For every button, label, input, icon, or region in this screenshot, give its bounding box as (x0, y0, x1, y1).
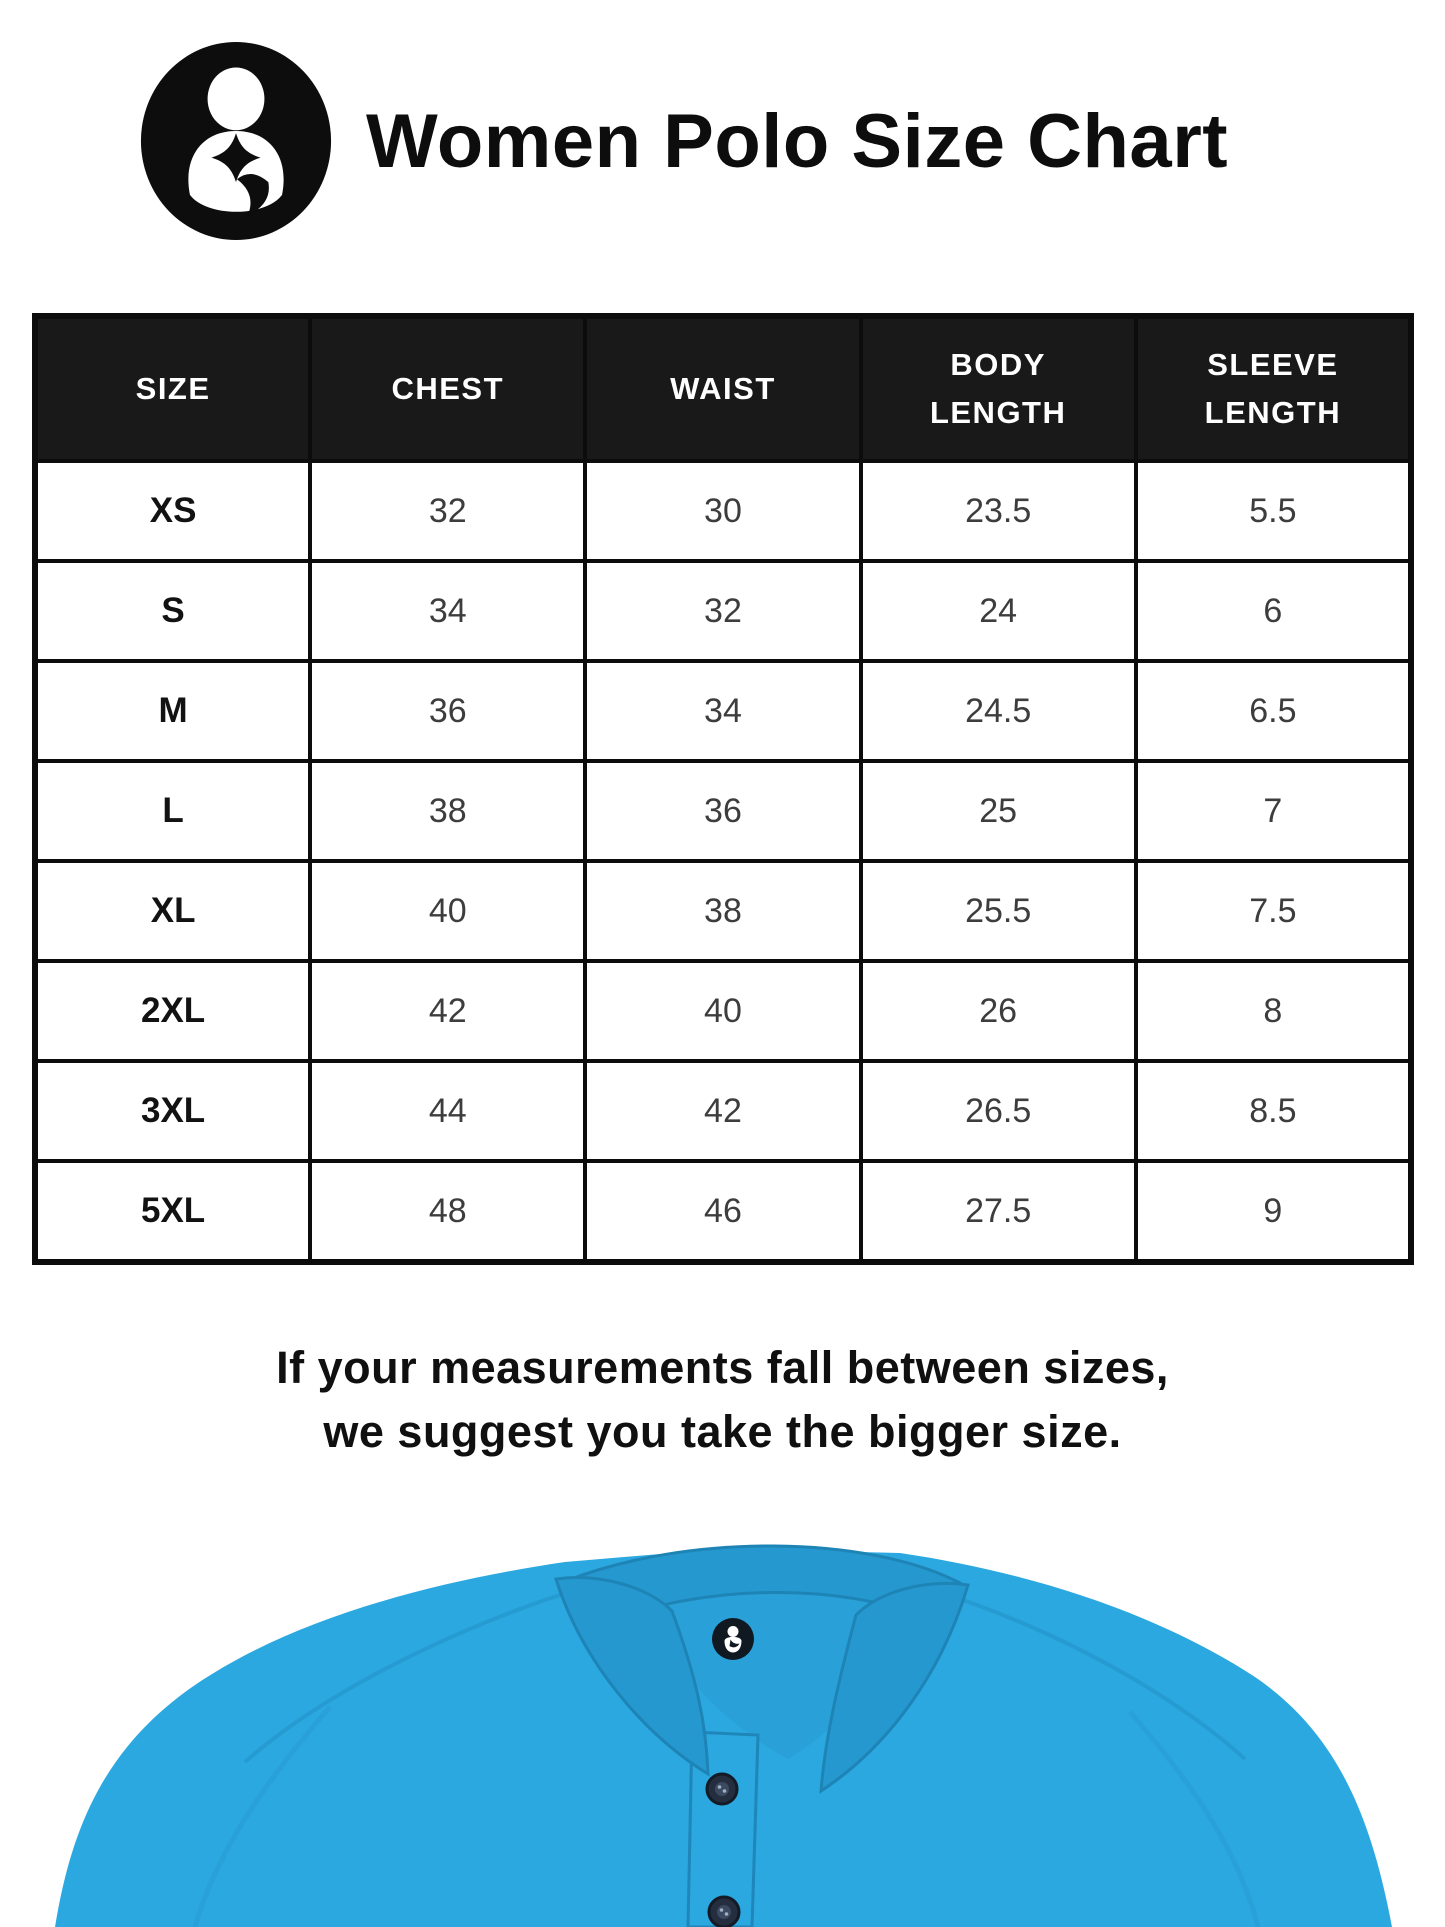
size-cell: 5XL (35, 1161, 310, 1262)
sleeve-length-cell: 9 (1136, 1161, 1411, 1262)
page-title: Women Polo Size Chart (366, 98, 1229, 184)
table-row (35, 761, 1411, 861)
table-row (35, 1061, 1411, 1161)
waist-cell: 32 (585, 561, 860, 661)
size-chart-table (32, 313, 1414, 1265)
sleeve-length-cell: 8.5 (1136, 1061, 1411, 1161)
brand-header (138, 40, 1228, 242)
table-row (35, 661, 1411, 761)
col-header-chest: CHEST (310, 316, 585, 461)
body-length-cell: 26 (861, 961, 1136, 1061)
neck-tag-logo-icon (712, 1618, 754, 1660)
body-length-cell: 23.5 (861, 461, 1136, 561)
sizing-note (0, 1336, 1445, 1464)
sizing-note-line-2: we suggest you take the bigger size. (323, 1406, 1122, 1457)
sizing-note-line-1: If your measurements fall between sizes, (276, 1342, 1169, 1393)
body-length-cell: 24 (861, 561, 1136, 661)
col-header-sleeve-length: SLEEVE LENGTH (1136, 316, 1411, 461)
body-length-cell: 26.5 (861, 1061, 1136, 1161)
table-header-row (35, 316, 1411, 461)
col-header-waist: WAIST (585, 316, 860, 461)
chest-cell: 34 (310, 561, 585, 661)
table-row (35, 461, 1411, 561)
waist-cell: 30 (585, 461, 860, 561)
sleeve-length-cell: 7.5 (1136, 861, 1411, 961)
size-cell: 3XL (35, 1061, 310, 1161)
size-cell: XS (35, 461, 310, 561)
body-length-cell: 25 (861, 761, 1136, 861)
chest-cell: 36 (310, 661, 585, 761)
size-cell: 2XL (35, 961, 310, 1061)
waist-cell: 40 (585, 961, 860, 1061)
sleeve-length-cell: 6 (1136, 561, 1411, 661)
polo-button (707, 1774, 737, 1804)
table-row (35, 561, 1411, 661)
brand-mother-baby-logo-icon (138, 40, 334, 242)
body-length-cell: 27.5 (861, 1161, 1136, 1262)
polo-shirt-image (0, 1527, 1445, 1927)
size-cell: XL (35, 861, 310, 961)
sleeve-length-cell: 6.5 (1136, 661, 1411, 761)
size-cell: M (35, 661, 310, 761)
table-header (35, 316, 1411, 461)
waist-cell: 46 (585, 1161, 860, 1262)
chest-cell: 38 (310, 761, 585, 861)
chest-cell: 32 (310, 461, 585, 561)
waist-cell: 38 (585, 861, 860, 961)
chest-cell: 48 (310, 1161, 585, 1262)
chest-cell: 44 (310, 1061, 585, 1161)
waist-cell: 42 (585, 1061, 860, 1161)
table-body (35, 461, 1411, 1262)
sleeve-length-cell: 5.5 (1136, 461, 1411, 561)
body-length-cell: 24.5 (861, 661, 1136, 761)
table-row (35, 961, 1411, 1061)
waist-cell: 34 (585, 661, 860, 761)
size-cell: S (35, 561, 310, 661)
size-cell: L (35, 761, 310, 861)
chest-cell: 42 (310, 961, 585, 1061)
table-row (35, 1161, 1411, 1262)
table-row (35, 861, 1411, 961)
sleeve-length-cell: 8 (1136, 961, 1411, 1061)
body-length-cell: 25.5 (861, 861, 1136, 961)
col-header-size: SIZE (35, 316, 310, 461)
col-header-body-length: BODY LENGTH (861, 316, 1136, 461)
chest-cell: 40 (310, 861, 585, 961)
waist-cell: 36 (585, 761, 860, 861)
sleeve-length-cell: 7 (1136, 761, 1411, 861)
polo-button (709, 1897, 739, 1927)
